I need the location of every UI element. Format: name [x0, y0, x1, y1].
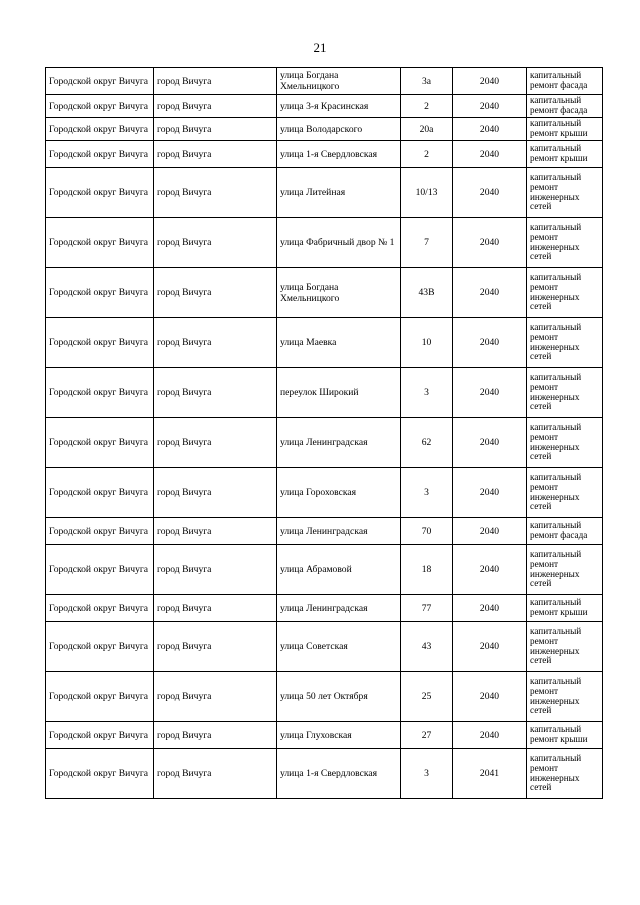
cell-house-number: 3а: [401, 68, 453, 95]
cell-year: 2041: [453, 749, 527, 799]
cell-work-type: капитальный ремонт крыши: [527, 141, 603, 168]
cell-house-number: 2: [401, 95, 453, 118]
table-row: [46, 749, 603, 799]
cell-okrug: Городской округ Вичуга: [46, 95, 154, 118]
cell-house-number: 2: [401, 141, 453, 168]
cell-year: 2040: [453, 418, 527, 468]
cell-year: 2040: [453, 518, 527, 545]
cell-city: город Вичуга: [154, 68, 277, 95]
cell-street: улица Ленинградская: [277, 595, 401, 622]
cell-street: улица Гороховская: [277, 468, 401, 518]
cell-okrug: Городской округ Вичуга: [46, 595, 154, 622]
cell-street: улица Маевка: [277, 318, 401, 368]
cell-house-number: 18: [401, 545, 453, 595]
cell-city: город Вичуга: [154, 118, 277, 141]
table-row: [46, 672, 603, 722]
cell-street: улица Ленинградская: [277, 518, 401, 545]
cell-work-type: капитальный ремонт инженерных сетей: [527, 168, 603, 218]
table-row: [46, 318, 603, 368]
cell-street: улица Абрамовой: [277, 545, 401, 595]
cell-house-number: 43В: [401, 268, 453, 318]
cell-work-type: капитальный ремонт крыши: [527, 595, 603, 622]
cell-street: улица Володарского: [277, 118, 401, 141]
page-number: 21: [313, 40, 327, 55]
cell-house-number: 3: [401, 368, 453, 418]
table-row: [46, 622, 603, 672]
cell-city: город Вичуга: [154, 218, 277, 268]
cell-work-type: капитальный ремонт инженерных сетей: [527, 672, 603, 722]
cell-house-number: 10/13: [401, 168, 453, 218]
cell-city: город Вичуга: [154, 595, 277, 622]
cell-okrug: Городской округ Вичуга: [46, 672, 154, 722]
cell-year: 2040: [453, 318, 527, 368]
cell-street: улица 50 лет Октября: [277, 672, 401, 722]
cell-work-type: капитальный ремонт инженерных сетей: [527, 268, 603, 318]
cell-city: город Вичуга: [154, 268, 277, 318]
table-body: [46, 68, 603, 799]
cell-okrug: Городской округ Вичуга: [46, 141, 154, 168]
table-row: [46, 418, 603, 468]
cell-work-type: капитальный ремонт крыши: [527, 722, 603, 749]
cell-city: город Вичуга: [154, 749, 277, 799]
cell-work-type: капитальный ремонт инженерных сетей: [527, 318, 603, 368]
cell-work-type: капитальный ремонт фасада: [527, 95, 603, 118]
cell-year: 2040: [453, 95, 527, 118]
cell-street: улица Богдана Хмельницкого: [277, 268, 401, 318]
cell-okrug: Городской округ Вичуга: [46, 118, 154, 141]
cell-year: 2040: [453, 545, 527, 595]
cell-okrug: Городской округ Вичуга: [46, 318, 154, 368]
cell-city: город Вичуга: [154, 672, 277, 722]
cell-city: город Вичуга: [154, 622, 277, 672]
cell-house-number: 20а: [401, 118, 453, 141]
table-row: [46, 518, 603, 545]
cell-work-type: капитальный ремонт инженерных сетей: [527, 622, 603, 672]
table-row: [46, 218, 603, 268]
cell-street: улица Советская: [277, 622, 401, 672]
table-row: [46, 168, 603, 218]
cell-okrug: Городской округ Вичуга: [46, 722, 154, 749]
cell-street: улица Литейная: [277, 168, 401, 218]
cell-okrug: Городской округ Вичуга: [46, 218, 154, 268]
cell-house-number: 7: [401, 218, 453, 268]
cell-street: улица 1-я Свердловская: [277, 749, 401, 799]
cell-house-number: 77: [401, 595, 453, 622]
table-row: [46, 368, 603, 418]
cell-year: 2040: [453, 468, 527, 518]
cell-house-number: 27: [401, 722, 453, 749]
cell-house-number: 3: [401, 749, 453, 799]
cell-work-type: капитальный ремонт фасада: [527, 68, 603, 95]
cell-street: улица Глуховская: [277, 722, 401, 749]
cell-year: 2040: [453, 68, 527, 95]
cell-city: город Вичуга: [154, 468, 277, 518]
cell-work-type: капитальный ремонт инженерных сетей: [527, 468, 603, 518]
table-row: [46, 68, 603, 95]
cell-okrug: Городской округ Вичуга: [46, 468, 154, 518]
cell-year: 2040: [453, 218, 527, 268]
cell-okrug: Городской округ Вичуга: [46, 518, 154, 545]
cell-street: улица Ленинградская: [277, 418, 401, 468]
cell-year: 2040: [453, 118, 527, 141]
cell-okrug: Городской округ Вичуга: [46, 268, 154, 318]
cell-work-type: капитальный ремонт инженерных сетей: [527, 418, 603, 468]
cell-okrug: Городской округ Вичуга: [46, 749, 154, 799]
cell-city: город Вичуга: [154, 141, 277, 168]
table-row: [46, 468, 603, 518]
cell-street: улица 1-я Свердловская: [277, 141, 401, 168]
table-row: [46, 118, 603, 141]
table-row: [46, 141, 603, 168]
cell-street: улица 3-я Красинская: [277, 95, 401, 118]
cell-house-number: 70: [401, 518, 453, 545]
cell-house-number: 62: [401, 418, 453, 468]
cell-okrug: Городской округ Вичуга: [46, 418, 154, 468]
cell-work-type: капитальный ремонт фасада: [527, 518, 603, 545]
cell-work-type: капитальный ремонт инженерных сетей: [527, 749, 603, 799]
cell-work-type: капитальный ремонт инженерных сетей: [527, 218, 603, 268]
cell-city: город Вичуга: [154, 318, 277, 368]
cell-year: 2040: [453, 168, 527, 218]
cell-street: улица Фабричный двор № 1: [277, 218, 401, 268]
cell-year: 2040: [453, 672, 527, 722]
cell-house-number: 25: [401, 672, 453, 722]
cell-work-type: капитальный ремонт крыши: [527, 118, 603, 141]
cell-street: улица Богдана Хмельницкого: [277, 68, 401, 95]
cell-okrug: Городской округ Вичуга: [46, 168, 154, 218]
cell-city: город Вичуга: [154, 168, 277, 218]
cell-house-number: 3: [401, 468, 453, 518]
cell-okrug: Городской округ Вичуга: [46, 68, 154, 95]
cell-year: 2040: [453, 141, 527, 168]
cell-work-type: капитальный ремонт инженерных сетей: [527, 368, 603, 418]
table-row: [46, 95, 603, 118]
cell-city: город Вичуга: [154, 95, 277, 118]
cell-year: 2040: [453, 368, 527, 418]
cell-city: город Вичуга: [154, 518, 277, 545]
table-row: [46, 545, 603, 595]
cell-okrug: Городской округ Вичуга: [46, 368, 154, 418]
cell-city: город Вичуга: [154, 545, 277, 595]
repair-schedule-table: [45, 67, 603, 799]
cell-okrug: Городской округ Вичуга: [46, 622, 154, 672]
table-row: [46, 722, 603, 749]
cell-house-number: 43: [401, 622, 453, 672]
cell-okrug: Городской округ Вичуга: [46, 545, 154, 595]
cell-city: город Вичуга: [154, 418, 277, 468]
table-row: [46, 268, 603, 318]
cell-work-type: капитальный ремонт инженерных сетей: [527, 545, 603, 595]
cell-year: 2040: [453, 722, 527, 749]
cell-year: 2040: [453, 622, 527, 672]
cell-city: город Вичуга: [154, 722, 277, 749]
table-row: [46, 595, 603, 622]
cell-street: переулок Широкий: [277, 368, 401, 418]
cell-house-number: 10: [401, 318, 453, 368]
cell-city: город Вичуга: [154, 368, 277, 418]
cell-year: 2040: [453, 595, 527, 622]
cell-year: 2040: [453, 268, 527, 318]
